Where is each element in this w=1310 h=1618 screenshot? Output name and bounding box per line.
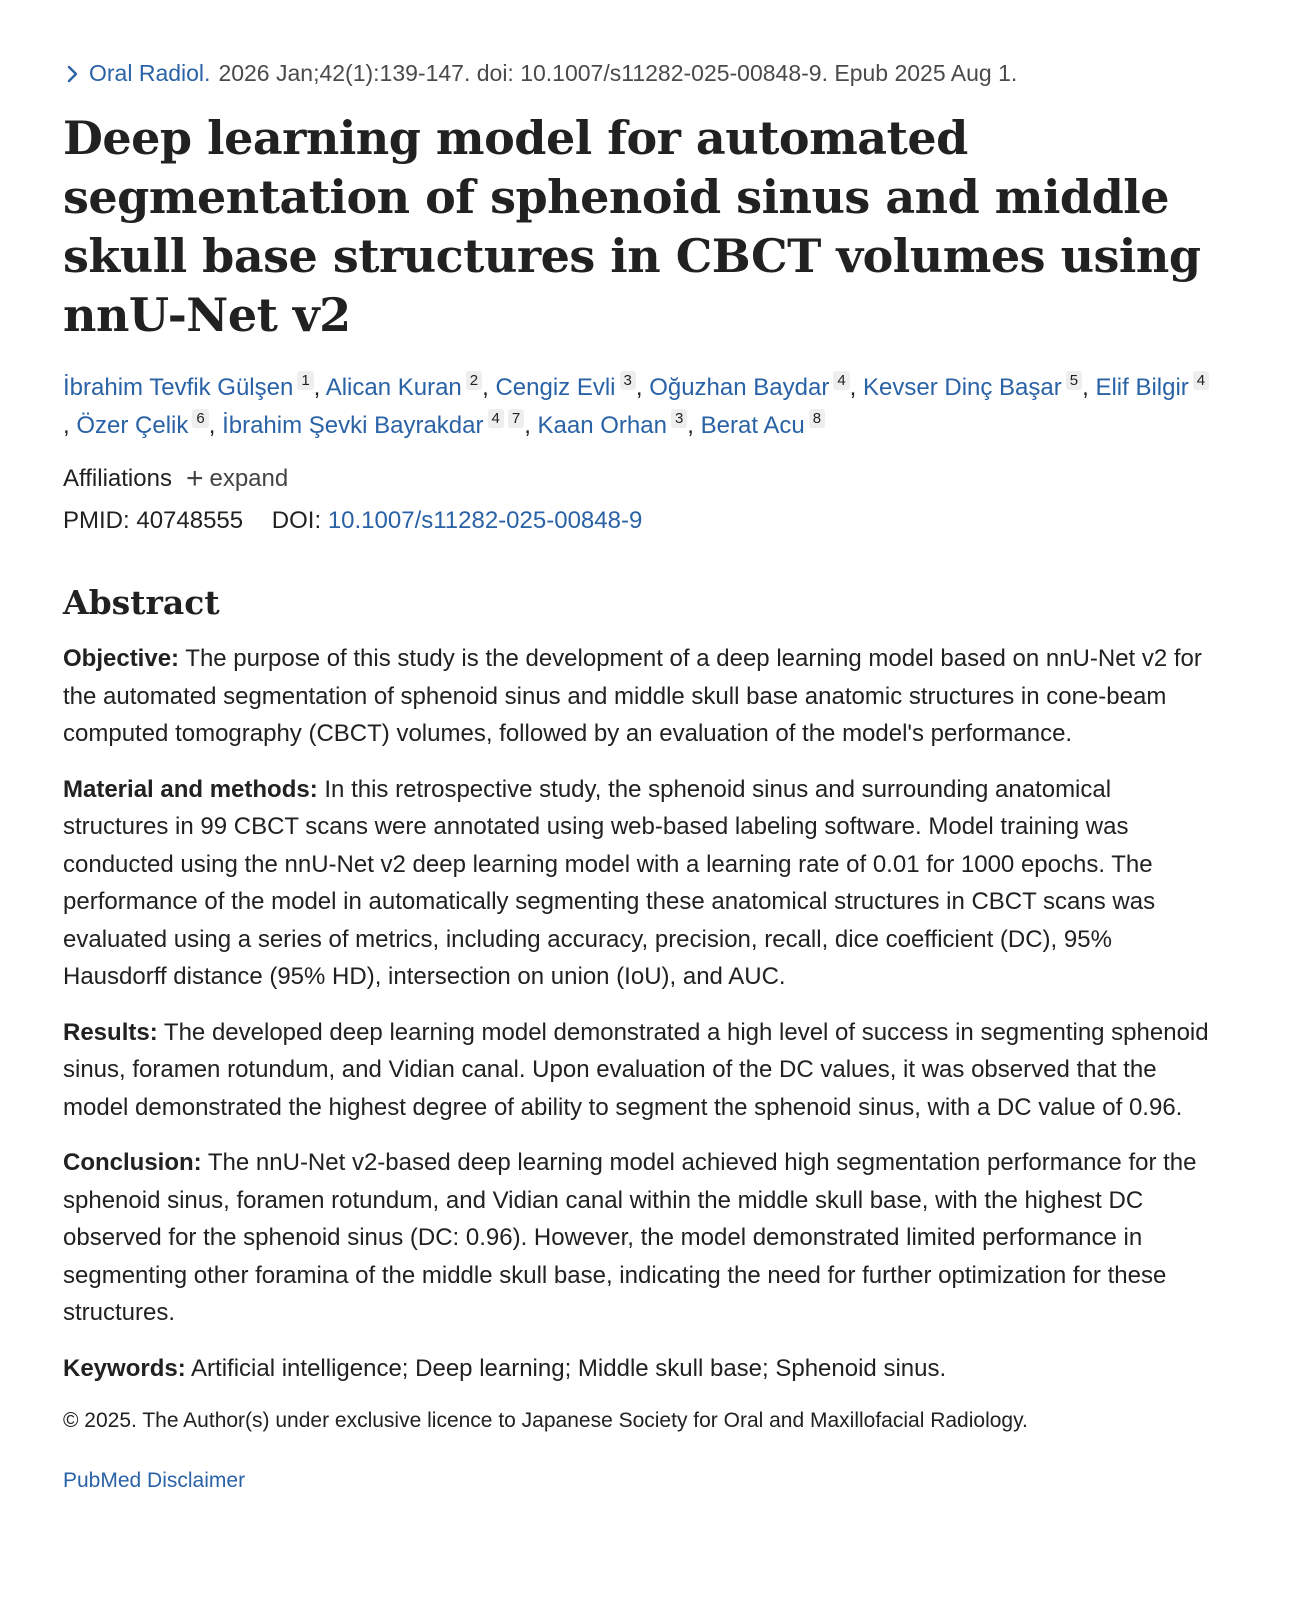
author-link[interactable]: Kevser Dinç Başar (863, 374, 1062, 401)
abstract-heading: Abstract (63, 583, 220, 622)
author-link[interactable]: Oğuzhan Baydar (649, 374, 830, 401)
abstract-section (63, 771, 1210, 996)
author-separator: , (63, 412, 77, 439)
pubmed-disclaimer-link[interactable]: PubMed Disclaimer (63, 1469, 246, 1492)
keywords-label: Keywords: (63, 1354, 186, 1382)
author-separator: , (482, 374, 496, 401)
author-separator: , (849, 374, 863, 401)
expand-affiliations-button[interactable]: expand (209, 465, 289, 492)
section-label: Material and methods: (63, 775, 318, 803)
citation-details: 2026 Jan;42(1):139-147. doi: 10.1007/s11282-025-00848-9. Epub 2025 Aug 1. (218, 60, 1018, 86)
author-separator: , (524, 412, 538, 439)
section-label: Conclusion: (63, 1149, 202, 1176)
identifiers (63, 507, 1210, 535)
abstract-section (63, 1014, 1210, 1127)
abstract-section (63, 1144, 1210, 1332)
author-link[interactable]: Berat Acu (700, 412, 805, 439)
author-separator: , (1082, 374, 1096, 401)
affiliation-badge[interactable]: 7 (508, 409, 524, 428)
author-link[interactable]: İbrahim Şevki Bayrakdar (222, 412, 484, 439)
author-link[interactable]: Alican Kuran (325, 374, 462, 401)
section-text: The developed deep learning model demonstrated a high level of success in segmenting sphenoid sinus, foramen rotundum, and Vidian canal. Upon evaluation of the DC values, it was observed that the model demonstrated the highest degree of ability to segment the sphenoid sinus, with a DC value of 0.96. (63, 1018, 1209, 1121)
copyright: © 2025. The Author(s) under exclusive licence to Japanese Society for Oral and Maxillofacial Radiology. (63, 1409, 1028, 1432)
affiliation-badge[interactable]: 2 (466, 371, 482, 390)
keywords-text: Artificial intelligence; Deep learning; Middle skull base; Sphenoid sinus. (191, 1354, 947, 1382)
affiliation-badge[interactable]: 6 (192, 409, 208, 428)
abstract-section (63, 640, 1210, 753)
affiliation-badge[interactable]: 4 (833, 371, 849, 390)
journal-link[interactable]: Oral Radiol. (89, 60, 211, 86)
doi-label: DOI: (271, 507, 322, 534)
section-label: Objective: (63, 645, 180, 672)
pmid-value: 40748555 (136, 507, 244, 534)
section-text: The purpose of this study is the development of a deep learning model based on nnU-Net v2 for the automated segmentation of sphenoid sinus and middle skull base anatomic structures in cone-beam computed tomography (CBCT) volumes, followed by an evaluation of the model's performance. (63, 645, 1202, 747)
section-text: The nnU-Net v2-based deep learning model achieved high segmentation performance for the sphenoid sinus, foramen rotundum, and Vidian canal within the middle skull base, with the highest DC observed for the sphenoid sinus (DC: 0.96). However, the model demonstrated limited performance in segmenting other foramina of the middle skull base, indicating the need for further optimization for these structures. (63, 1149, 1197, 1326)
affiliation-badge[interactable]: 5 (1066, 371, 1082, 390)
citation-line (63, 60, 1210, 87)
author-link[interactable]: Özer Çelik (76, 412, 189, 439)
author-link[interactable]: Cengiz Evli (495, 374, 616, 401)
affiliations-label: Affiliations (63, 465, 172, 492)
author-separator: , (208, 412, 223, 439)
doi-link[interactable]: 10.1007/s11282-025-00848-9 (327, 507, 643, 534)
affiliation-badge[interactable]: 3 (671, 409, 687, 428)
section-label: Results: (63, 1018, 158, 1046)
affiliation-badge[interactable]: 4 (1193, 371, 1209, 390)
plus-icon[interactable]: + (185, 462, 204, 495)
keywords (63, 1350, 1210, 1388)
pmid-label: PMID: (63, 507, 130, 534)
section-text: In this retrospective study, the sphenoid sinus and surrounding anatomical structures in 99 CBCT scans were annotated using web-based labeling software. Model training was conducted using the nnU-Net v2 deep learning model with a learning rate of 0.01 for 1000 epochs. The performance of the model in automatically segmenting these anatomical structures in CBCT scans was evaluated using a series of metrics, including accuracy, precision, recall, dice coefficient (DC), 95% Hausdorff distance (95% HD), intersection on union (IoU), and AUC. (63, 775, 1156, 990)
author-link[interactable]: İbrahim Tevfik Gülşen (63, 374, 294, 401)
author-separator: , (313, 374, 326, 401)
author-link[interactable]: Kaan Orhan (537, 412, 667, 439)
affiliation-badge[interactable]: 3 (620, 371, 636, 390)
affiliation-badge[interactable]: 8 (809, 409, 825, 428)
article-title: Deep learning model for automated segmentation of sphenoid sinus and middle skull base structures in CBCT volumes using nnU-Net v2 (63, 111, 1201, 342)
affiliations-row (63, 462, 1210, 495)
chevron-right-icon[interactable] (63, 64, 83, 84)
affiliation-badge[interactable]: 1 (297, 371, 313, 390)
author-link[interactable]: Elif Bilgir (1095, 374, 1189, 401)
author-separator: , (687, 412, 701, 439)
abstract-body (63, 640, 1210, 1332)
affiliation-badge[interactable]: 4 (488, 409, 504, 428)
author-separator: , (635, 374, 650, 401)
authors-list (63, 369, 1210, 445)
